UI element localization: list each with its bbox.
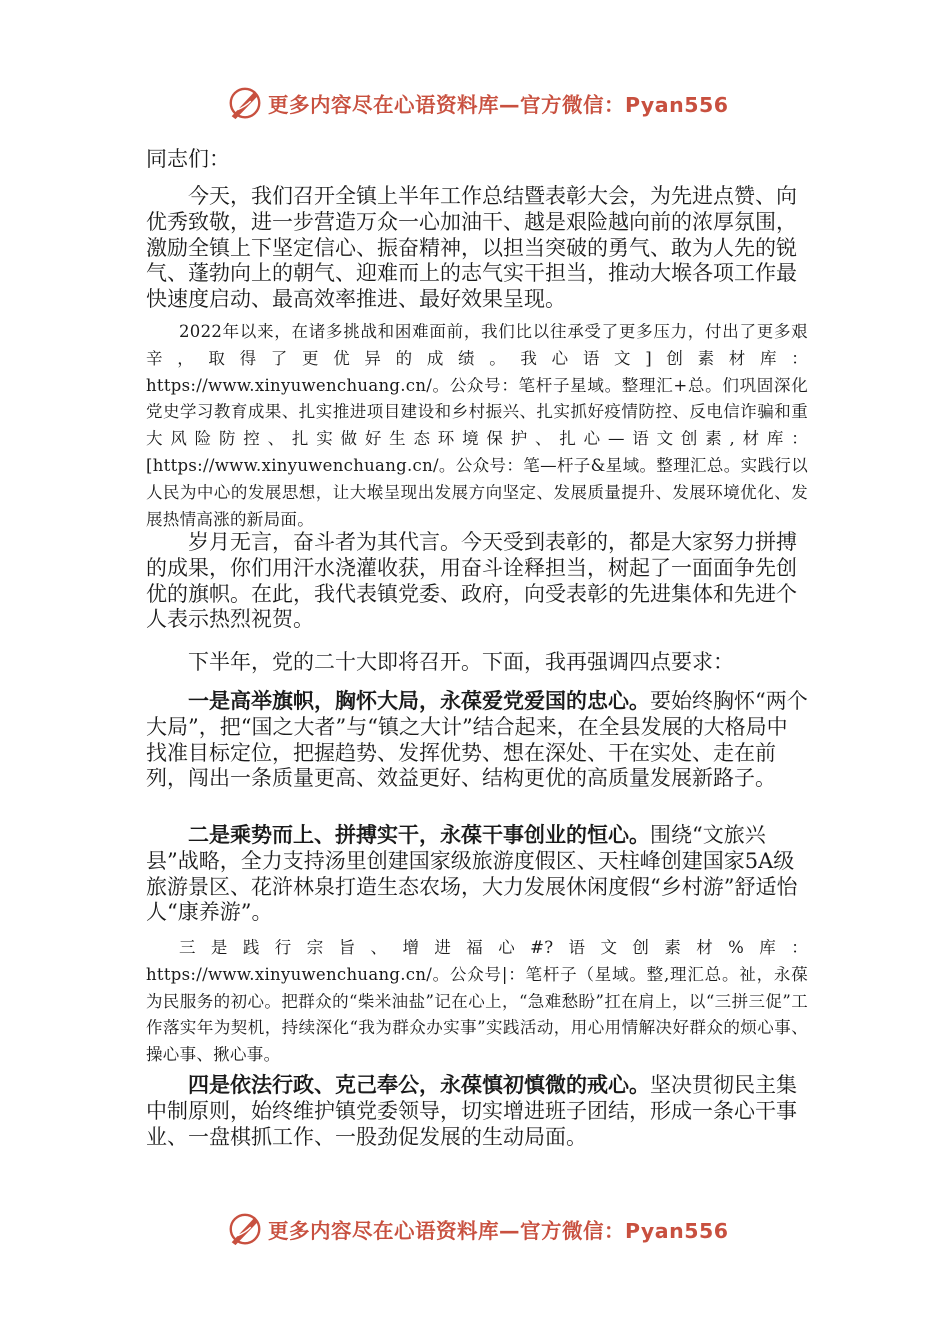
paragraph-requirements-intro: 下半年，党的二十大即将召开。下面，我再强调四点要求： bbox=[188, 650, 734, 674]
paragraph-opening: 今天，我们召开全镇上半年工作总结暨表彰大会，为先进点赞、向优秀致敬，进一步营造万众一心加油干、越是艰险越向前的浓厚氛围，激励全镇上下坚定信心、振奋精神，以担当突破的勇气、敢为人先的锐气、蓬勃向上的朝气、迎难而上的志气实干担当，推动大堠各项工作最快速度启动、最高效率推进、最好效果呈现。 bbox=[146, 184, 797, 312]
requirement-1-heading: 一是高举旗帜，胸怀大局，永葆爱党爱国的忠心。 bbox=[188, 688, 650, 713]
paragraph-commendation: 岁月无言，奋斗者为其代言。今天受到表彰的，都是大家努力拼搏的成果，你们用汗水浇灌收获，用奋斗诠释担当，树起了一面面争先创优的旗帜。在此，我代表镇党委、政府，向受表彰的先进集体和先进个人表示热烈祝贺。 bbox=[146, 530, 797, 632]
paragraph-requirement-3: 三是践行宗旨、增进福心#?语文创素材%库：https://www.xinyuwenchuang.cn/。公众号|：笔杆子（星域。整,理汇总。祉，永葆为民服务的初心。把群众的“柴米油盐”记在心上，“急难愁盼”扛在肩上，以“三拼三促”工作落实年为契机，持续深化“我为群众办实事”实践活动，用心用情解决好群众的烦心事、操心事、揪心事。 bbox=[146, 938, 808, 1065]
pen-logo-icon bbox=[226, 84, 264, 122]
requirement-4-heading: 四是依法行政、克己奉公，永葆慎初慎微的戒心。 bbox=[188, 1072, 650, 1097]
pen-logo-icon bbox=[226, 1210, 264, 1248]
requirement-4-body: 坚决贯彻民主集中制原则，始终维护镇党委领导，切实增进班子团结，形成一条心干事业、一盘棋抓工作、一股劲促发展的生动局面。 bbox=[146, 1073, 797, 1149]
paragraph-requirement-1 bbox=[146, 688, 808, 792]
header-banner bbox=[226, 83, 746, 123]
paragraph-requirement-2 bbox=[146, 822, 808, 926]
greeting: 同志们： bbox=[146, 147, 230, 171]
requirement-1-body: 要始终胸怀“两个大局”，把“国之大者”与“镇之大计”结合起来，在全县发展的大格局中找准目标定位，把握趋势、发挥优势、想在深处、干在实处、走在前列，闯出一条质量更高、效益更好、结构更优的高质量发展新路子。 bbox=[146, 689, 808, 791]
footer-banner bbox=[226, 1209, 746, 1249]
paragraph-requirement-4 bbox=[146, 1072, 808, 1150]
banner-text: 更多内容尽在心语资料库—官方微信：Pyan556 bbox=[268, 93, 729, 117]
requirement-2-heading: 二是乘势而上、拼搏实干，永葆干事创业的恒心。 bbox=[188, 822, 650, 847]
paragraph-achievements: 2022年以来，在诸多挑战和困难面前，我们比以往承受了更多压力，付出了更多艰辛，取得了更优异的成绩。我心语文]创素材库：https://www.xinyuwenchuang.cn/。公众号：笔杆子星域。整理汇+总。们巩固深化党史学习教育成果、扎实推进项目建设和乡村振兴、扎实抓好疫情防控、反电信诈骗和重大风险防控、扎实做好生态环境保护、扎心—语文创素,材库：[https://www.xinyuwenchuang.cn/。公众号：笔—杆子&星域。整理汇总。实践行以人民为中心的发展思想，让大堠呈现出发展方向坚定、发展质量提升、发展环境优化、发展热情高涨的新局面。 bbox=[146, 322, 808, 529]
requirement-2-body: 围绕“文旅兴县”战略，全力支持汤里创建国家级旅游度假区、天柱峰创建国家5A级旅游景区、花浒林泉打造生态农场，大力发展休闲度假“乡村游”舒适怡人“康养游”。 bbox=[146, 823, 798, 925]
banner-text: 更多内容尽在心语资料库—官方微信：Pyan556 bbox=[268, 1219, 729, 1243]
